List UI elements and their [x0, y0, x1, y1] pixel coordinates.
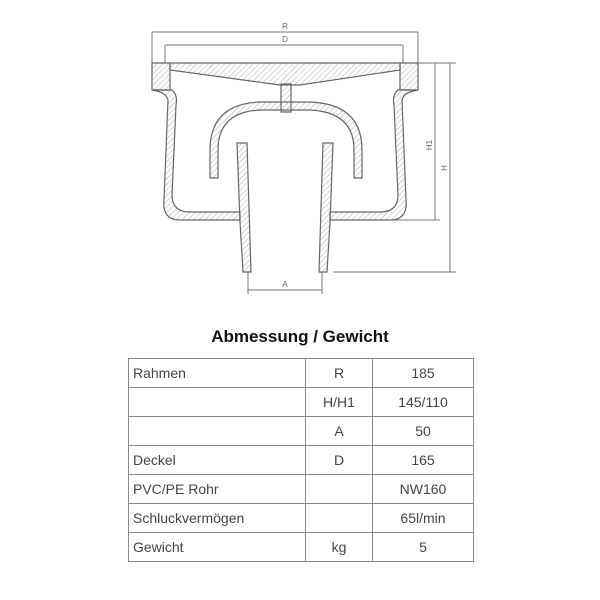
row-value: 165	[373, 446, 474, 475]
row-name	[129, 388, 306, 417]
row-name: Deckel	[129, 446, 306, 475]
dimensions-table	[128, 358, 474, 562]
label-h: H	[440, 165, 449, 171]
table-row	[129, 417, 474, 446]
row-value: 65l/min	[373, 504, 474, 533]
row-value: 185	[373, 359, 474, 388]
row-name: Rahmen	[129, 359, 306, 388]
label-r: R	[282, 22, 288, 31]
label-d: D	[282, 35, 288, 44]
row-value: NW160	[373, 475, 474, 504]
row-unit: R	[306, 359, 373, 388]
row-unit: D	[306, 446, 373, 475]
table-row	[129, 533, 474, 562]
table-row	[129, 504, 474, 533]
row-value: 5	[373, 533, 474, 562]
row-unit: A	[306, 417, 373, 446]
row-unit: H/H1	[306, 388, 373, 417]
table-row	[129, 475, 474, 504]
row-unit: kg	[306, 533, 373, 562]
label-h1: H1	[425, 139, 434, 151]
row-value: 145/110	[373, 388, 474, 417]
row-name	[129, 417, 306, 446]
label-a: A	[282, 280, 288, 289]
table-row	[129, 388, 474, 417]
row-unit	[306, 504, 373, 533]
table-row	[129, 446, 474, 475]
row-unit	[306, 475, 373, 504]
row-value: 50	[373, 417, 474, 446]
table-title: Abmessung / Gewicht	[211, 327, 389, 346]
row-name: Gewicht	[129, 533, 306, 562]
row-name: PVC/PE Rohr	[129, 475, 306, 504]
row-name: Schluckvermögen	[129, 504, 306, 533]
table-row	[129, 359, 474, 388]
